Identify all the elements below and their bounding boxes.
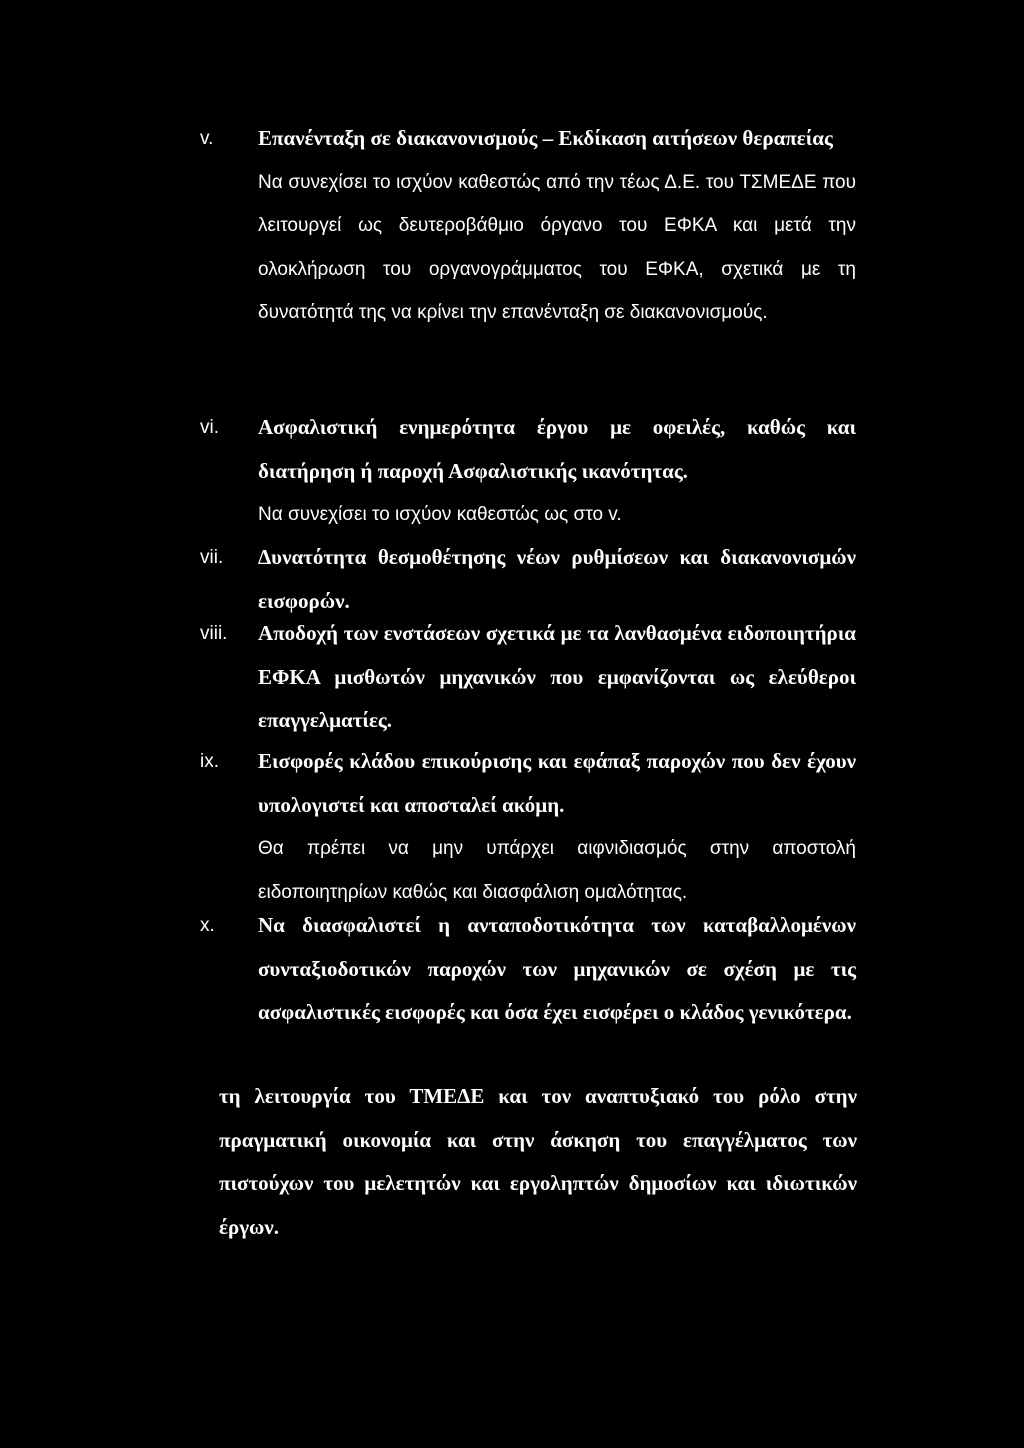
list-item-vii [0,536,856,623]
list-item-ix [0,740,856,914]
item-body: Να συνεχίσει το ισχύον καθεστώς από την τέως Δ.Ε. του ΤΣΜΕΔΕ που λειτουργεί ως δευτεροβάθμιο όργανο του ΕΦΚΑ και μετά την ολοκλήρωση του οργανογράμματος του ΕΦΚΑ, σχετικά με τη δυνατότητά της να κρίνει την επανένταξη σε διακανονισμούς. [258,171,856,323]
item-heading: Να διασφαλιστεί η ανταποδοτικότητα των καταβαλλομένων συνταξιοδοτικών παροχών των μηχανικών σε σχέση με τις ασφαλιστικές εισφορές και όσα έχει εισφέρει ο κλάδος γενικότερα. [258,913,856,1024]
item-numeral: viii. [200,623,228,644]
item-numeral: vi. [200,417,219,438]
item-body: Θα πρέπει να μην υπάρχει αιφνιδιασμός στην αποστολή ειδοποιητηρίων καθώς και διασφάλιση ομαλότητας. [258,838,856,903]
item-numeral: vii. [200,547,224,568]
closing-paragraph: τη λειτουργία του ΤΜΕΔΕ και τον αναπτυξιακό του ρόλο στην πραγματική οικονομία και στην άσκηση του επαγγέλματος των πιστούχων του μελετητών και εργοληπτών δημοσίων και ιδιωτικών έργων. [219,1084,857,1239]
item-body: Να συνεχίσει το ισχύον καθεστώς ως στο v. [258,504,622,525]
item-heading: Αποδοχή των ενστάσεων σχετικά με τα λανθασμένα ειδοποιητήρια ΕΦΚΑ μισθωτών μηχανικών που εμφανίζονται ως ελεύθεροι επαγγελματίες. [258,621,856,732]
list-item-viii [0,612,856,743]
list-item-x [0,904,856,1035]
list-item-v [0,117,856,335]
item-numeral: ix. [200,751,219,772]
item-heading: Δυνατότητα θεσμοθέτησης νέων ρυθμίσεων και διακανονισμών εισφορών. [258,545,856,613]
item-heading: Επανένταξη σε διακανονισμούς – Εκδίκαση αιτήσεων θεραπείας [258,126,833,150]
item-numeral: v. [200,128,214,149]
item-heading: Ασφαλιστική ενημερότητα έργου με οφειλές, καθώς και διατήρηση ή παροχή Ασφαλιστικής ικανότητας. [258,415,856,483]
list-item-vi [0,406,856,537]
item-heading: Εισφορές κλάδου επικούρισης και εφάπαξ παροχών που δεν έχουν υπολογιστεί και αποσταλεί ακόμη. [258,749,856,817]
item-numeral: x. [200,915,215,936]
